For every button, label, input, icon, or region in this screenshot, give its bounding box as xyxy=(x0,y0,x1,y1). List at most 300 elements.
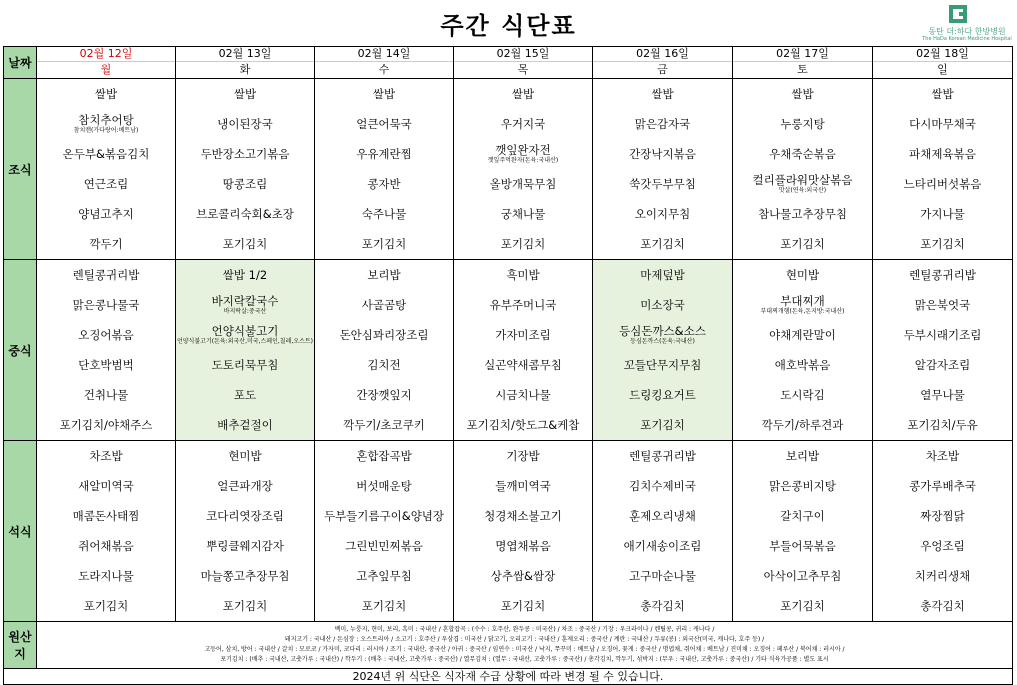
menu-item xyxy=(733,350,872,380)
menu-item-name: 양념고추지 xyxy=(78,206,134,221)
menu-item-name: 포도 xyxy=(233,387,257,402)
menu-item-note: 부대찌개햄(돈육,돈지방:국내산) xyxy=(760,308,845,315)
menu-item xyxy=(454,260,592,290)
menu-item-name: 명엽채볶음 xyxy=(495,538,551,553)
menu-item xyxy=(176,501,314,531)
menu-item xyxy=(176,229,314,259)
menu-item-name: 두부들기름구이&양념장 xyxy=(323,508,445,523)
menu-item-name: 야채계란말이 xyxy=(769,327,836,342)
menu-item xyxy=(315,561,453,591)
menu-item xyxy=(593,139,732,169)
menu-item xyxy=(176,591,314,621)
menu-item xyxy=(593,441,732,471)
menu-item xyxy=(176,260,314,290)
breakfast-menu-cell xyxy=(733,79,873,260)
menu-item xyxy=(593,501,732,531)
menu-item-name: 콩가루배추국 xyxy=(909,478,976,493)
menu-item-name: 쌀밥 xyxy=(94,86,118,101)
menu-item-note: 등심돈까스(돈육:국내산) xyxy=(630,338,695,345)
day-date: 02월 15일 xyxy=(454,47,592,62)
menu-item xyxy=(37,139,175,169)
menu-item-name: 냉이된장국 xyxy=(217,116,273,131)
menu-item-name: 마제덮밥 xyxy=(640,267,685,282)
menu-item-name: 느타리버섯볶음 xyxy=(903,176,982,191)
menu-item-name: 언양식불고기 xyxy=(211,324,279,338)
menu-item xyxy=(454,410,592,440)
menu-item-name: 우채죽순볶음 xyxy=(769,146,836,161)
menu-item xyxy=(176,290,314,320)
menu-item xyxy=(733,441,872,471)
dinner-menu-cell xyxy=(454,441,593,622)
menu-item-name: 새알미역국 xyxy=(78,478,134,493)
day-weekday: 수 xyxy=(378,63,390,76)
menu-item-name: 치커리생채 xyxy=(914,568,971,583)
menu-item-name: 가지나물 xyxy=(920,206,965,221)
menu-item-note: 참치캔(가다랑어:베트남) xyxy=(73,127,139,134)
menu-item xyxy=(593,531,732,561)
day-header xyxy=(733,47,873,79)
menu-item-name: 보리밥 xyxy=(367,267,401,282)
menu-item xyxy=(37,350,175,380)
menu-item xyxy=(873,169,1012,199)
menu-item xyxy=(873,260,1012,290)
menu-item-name: 돈안심꽈리장조림 xyxy=(339,327,429,342)
day-date: 02월 14일 xyxy=(315,47,453,62)
menu-item-name: 맑은감자국 xyxy=(634,116,691,131)
menu-item xyxy=(315,109,453,139)
breakfast-menu-cell xyxy=(315,79,454,260)
menu-item xyxy=(593,350,732,380)
lunch-menu-cell xyxy=(37,260,176,441)
menu-item xyxy=(873,229,1012,259)
lunch-menu-cell xyxy=(873,260,1013,441)
day-header xyxy=(593,47,733,79)
menu-item xyxy=(593,410,732,440)
menu-item xyxy=(315,501,453,531)
menu-item-name: 쌀밥 xyxy=(511,86,535,101)
lunch-row xyxy=(4,260,1013,441)
menu-item xyxy=(176,380,314,410)
dinner-menu-cell xyxy=(37,441,176,622)
menu-item xyxy=(733,139,872,169)
dinner-menu-cell xyxy=(315,441,454,622)
menu-item xyxy=(37,501,175,531)
menu-item xyxy=(37,79,175,109)
menu-item xyxy=(593,561,732,591)
notice-text: 2024년 위 식단은 식자재 수급 상황에 따라 변경 될 수 있습니다. xyxy=(4,669,1013,685)
menu-item-name: 뿌링클웨지감자 xyxy=(206,538,284,553)
breakfast-menu-cell xyxy=(37,79,176,260)
menu-item xyxy=(176,471,314,501)
day-weekday: 월 xyxy=(100,63,112,76)
header-row xyxy=(4,47,1013,79)
day-header xyxy=(37,47,176,79)
menu-item xyxy=(454,290,592,320)
menu-item-note: 바지락살:중국산 xyxy=(223,308,267,315)
menu-item-name: 우유계란찜 xyxy=(356,146,412,161)
menu-item-name: 깻잎완자전 xyxy=(495,143,551,157)
menu-item-name: 맑은북엇국 xyxy=(914,297,971,312)
menu-item-name: 콩자반 xyxy=(367,176,401,191)
menu-item-name: 올방개묵무침 xyxy=(489,176,557,191)
menu-item-name: 갈치구이 xyxy=(780,508,825,523)
menu-item xyxy=(733,79,872,109)
menu-item-name: 부대찌개 xyxy=(780,294,825,308)
menu-item xyxy=(315,260,453,290)
menu-item xyxy=(873,380,1012,410)
menu-item-name: 포기김치 xyxy=(920,236,965,251)
menu-item-name: 꼬들단무지무침 xyxy=(623,357,702,372)
menu-item xyxy=(454,139,592,169)
menu-item xyxy=(37,199,175,229)
menu-item-name: 쥐어채볶음 xyxy=(78,538,134,553)
menu-item xyxy=(733,260,872,290)
menu-item-name: 렌틸콩귀리밥 xyxy=(629,448,696,463)
menu-item xyxy=(454,501,592,531)
menu-item-name: 연근조림 xyxy=(83,176,129,191)
menu-item xyxy=(454,350,592,380)
menu-item xyxy=(873,501,1012,531)
menu-item-name: 쌀밥 xyxy=(372,86,396,101)
menu-item xyxy=(593,380,732,410)
menu-item xyxy=(315,79,453,109)
menu-item-name: 오이지무침 xyxy=(634,206,691,221)
menu-item-name: 쌀밥 xyxy=(233,86,257,101)
day-date: 02월 16일 xyxy=(593,47,732,62)
menu-item-name: 총각김치 xyxy=(640,598,685,613)
menu-item-name: 열무나물 xyxy=(920,387,965,402)
menu-item xyxy=(37,290,175,320)
menu-item-name: 파채제육볶음 xyxy=(909,146,976,161)
menu-item xyxy=(315,441,453,471)
menu-item-name: 깍두기/초코쿠키 xyxy=(343,417,425,432)
menu-item xyxy=(733,169,872,199)
menu-item-name: 포기김치 xyxy=(222,598,268,613)
menu-item-name: 부들어묵볶음 xyxy=(769,538,836,553)
menu-item-name: 실곤약새콤무침 xyxy=(484,357,562,372)
menu-item xyxy=(733,199,872,229)
menu-item xyxy=(37,410,175,440)
lunch-menu-cell xyxy=(315,260,454,441)
menu-item xyxy=(454,229,592,259)
menu-item xyxy=(37,471,175,501)
hospital-subtitle: The HaDa Korean Medicine Hospital xyxy=(922,36,1012,42)
menu-item-name: 차조밥 xyxy=(925,448,960,463)
menu-item xyxy=(454,79,592,109)
dinner-menu-cell xyxy=(733,441,873,622)
hospital-name: 동탄 더:하다 한방병원 xyxy=(928,27,1006,36)
menu-item xyxy=(176,139,314,169)
menu-item xyxy=(593,109,732,139)
menu-item xyxy=(593,229,732,259)
day-date: 02월 18일 xyxy=(873,47,1012,62)
menu-item xyxy=(873,139,1012,169)
menu-item xyxy=(593,260,732,290)
menu-item xyxy=(315,169,453,199)
menu-item-name: 들깨미역국 xyxy=(495,478,551,493)
breakfast-row xyxy=(4,79,1013,260)
menu-item xyxy=(37,260,175,290)
menu-item xyxy=(315,591,453,621)
menu-item xyxy=(733,501,872,531)
menu-item xyxy=(454,441,592,471)
menu-item xyxy=(315,410,453,440)
menu-item-name: 시금치나물 xyxy=(495,387,551,402)
menu-item-name: 드링킹요거트 xyxy=(629,387,696,402)
origin-line: 포기김치 : (배추 : 국내산, 고춧가루 : 국내산) / 깍두기 : (배추 : 국내산, 고춧가루 : 중국산) / 열무김치 : (열무 : 국내산, 고춧가루 : 중국산) / 총각김치, 깍두기, 섞박지 : (무우 : 국내산, 고춧가루 : 중국산) / 기타 식육가공품 : 별도 표시 xyxy=(220,656,829,663)
menu-item xyxy=(733,410,872,440)
menu-item-name: 쌀밥 1/2 xyxy=(222,267,268,282)
menu-item xyxy=(873,441,1012,471)
menu-item-name: 김치전 xyxy=(367,357,401,372)
menu-item-name: 포기김치/두유 xyxy=(907,417,978,432)
menu-item-note: 언양식불고기(돈육:외국산,미국,스페인,칠레,오스트) xyxy=(176,338,314,345)
menu-item xyxy=(873,79,1012,109)
menu-item xyxy=(454,561,592,591)
menu-item-name: 버섯매운탕 xyxy=(356,478,412,493)
menu-item xyxy=(873,109,1012,139)
menu-item xyxy=(454,199,592,229)
menu-item-note: 맛살(연육:외국산) xyxy=(778,187,827,194)
menu-item-name: 참나물고추장무침 xyxy=(758,206,847,221)
menu-item xyxy=(454,380,592,410)
menu-item xyxy=(176,531,314,561)
menu-item-name: 현미밥 xyxy=(228,448,262,463)
menu-item xyxy=(873,561,1012,591)
notice-row xyxy=(4,669,1013,685)
menu-item-name: 포기김치 xyxy=(780,236,825,251)
day-weekday: 목 xyxy=(517,63,529,76)
origin-row xyxy=(4,622,1013,669)
dinner-label: 석식 xyxy=(4,441,37,622)
menu-item xyxy=(454,109,592,139)
menu-item xyxy=(873,199,1012,229)
origin-line: 백미, 누룽지, 현미, 보리, 흑미 : 국내산 / 혼합잡곡 : (수수 : 호주산, 완두콩 : 미국산) / 차조 : 중국산 / 기장 : 우크라이나 / 렌틸콩, 귀리 : 캐나다 / xyxy=(334,626,715,633)
menu-item-name: 애기새송이조림 xyxy=(623,538,702,553)
menu-item-name: 차조밥 xyxy=(89,448,123,463)
breakfast-label: 조식 xyxy=(4,79,37,260)
menu-item-name: 건취나물 xyxy=(83,387,129,402)
menu-item-name: 쑥갓두부무침 xyxy=(629,176,696,191)
day-header xyxy=(315,47,454,79)
menu-item xyxy=(37,441,175,471)
menu-item-name: 포기김치/핫도그&케찹 xyxy=(466,417,580,432)
menu-item xyxy=(593,79,732,109)
menu-item-name: 도라지나물 xyxy=(78,568,134,583)
menu-item-name: 혼합잡곡밥 xyxy=(356,448,412,463)
menu-item xyxy=(593,199,732,229)
menu-item xyxy=(37,169,175,199)
menu-item-name: 아삭이고추무침 xyxy=(763,568,842,583)
menu-item-name: 코다리엿장조림 xyxy=(206,508,284,523)
menu-item xyxy=(176,109,314,139)
menu-item xyxy=(454,471,592,501)
menu-item xyxy=(733,320,872,350)
menu-item-name: 쌀밥 xyxy=(791,86,814,101)
menu-item-name: 컬리플라워맛살볶음 xyxy=(752,173,853,187)
day-date: 02월 17일 xyxy=(733,47,872,62)
menu-item xyxy=(873,410,1012,440)
menu-item xyxy=(176,199,314,229)
menu-item xyxy=(176,350,314,380)
menu-item xyxy=(37,380,175,410)
day-header xyxy=(873,47,1013,79)
menu-item-name: 짜장찜닭 xyxy=(920,508,965,523)
menu-item-name: 포기김치 xyxy=(780,598,825,613)
menu-item xyxy=(733,290,872,320)
menu-item xyxy=(873,350,1012,380)
menu-item xyxy=(176,561,314,591)
menu-item-name: 그린빈민찌볶음 xyxy=(345,538,423,553)
menu-item-name: 깍두기/하루견과 xyxy=(761,417,844,432)
menu-item-name: 유부주머니국 xyxy=(489,297,557,312)
day-weekday: 화 xyxy=(239,63,251,76)
day-weekday: 토 xyxy=(797,63,808,76)
menu-item-name: 포기김치 xyxy=(500,598,546,613)
menu-item-name: 등심돈까스&소스 xyxy=(619,324,706,338)
menu-item xyxy=(176,79,314,109)
menu-item-name: 우엉조림 xyxy=(920,538,965,553)
menu-item-name: 두반장소고기볶음 xyxy=(200,146,290,161)
day-date: 02월 12일 xyxy=(37,47,175,62)
hospital-logo xyxy=(922,4,1012,44)
menu-item-name: 간장깻잎지 xyxy=(356,387,412,402)
day-weekday: 일 xyxy=(937,63,948,76)
menu-item xyxy=(593,169,732,199)
menu-item-name: 렌틸콩귀리밥 xyxy=(909,267,976,282)
menu-item xyxy=(873,320,1012,350)
lunch-menu-cell xyxy=(593,260,733,441)
day-weekday: 금 xyxy=(657,63,668,76)
menu-item xyxy=(733,471,872,501)
menu-item xyxy=(315,471,453,501)
menu-item-name: 도토리묵무침 xyxy=(211,357,279,372)
weekly-menu-table xyxy=(3,46,1013,685)
dinner-menu-cell xyxy=(873,441,1013,622)
menu-item-name: 쌀밥 xyxy=(651,86,674,101)
menu-item-name: 기장밥 xyxy=(506,448,540,463)
menu-item-name: 포기김치 xyxy=(640,236,685,251)
day-date: 02월 13일 xyxy=(176,47,314,62)
menu-item xyxy=(176,320,314,350)
menu-item xyxy=(315,229,453,259)
menu-item-name: 포기김치 xyxy=(83,598,129,613)
menu-item xyxy=(454,591,592,621)
menu-item-name: 현미밥 xyxy=(785,267,820,282)
lunch-menu-cell xyxy=(733,260,873,441)
menu-item xyxy=(315,199,453,229)
menu-item-name: 김치수제비국 xyxy=(629,478,696,493)
origin-info xyxy=(37,622,1013,669)
menu-item-name: 청경채소불고기 xyxy=(484,508,562,523)
dinner-row xyxy=(4,441,1013,622)
menu-item-name: 맑은콩비지탕 xyxy=(769,478,836,493)
menu-item xyxy=(873,591,1012,621)
menu-item-name: 쌀밥 xyxy=(931,86,954,101)
menu-item xyxy=(454,531,592,561)
menu-item xyxy=(733,561,872,591)
lunch-menu-cell xyxy=(176,260,315,441)
menu-item-name: 미소장국 xyxy=(640,297,685,312)
menu-item xyxy=(593,471,732,501)
menu-item-name: 마늘쫑고추장무침 xyxy=(200,568,290,583)
menu-item-name: 고구마순나물 xyxy=(629,568,696,583)
menu-item-name: 누룽지탕 xyxy=(780,116,825,131)
menu-item xyxy=(37,591,175,621)
menu-item xyxy=(37,109,175,139)
menu-item xyxy=(593,290,732,320)
menu-item xyxy=(733,380,872,410)
menu-item-name: 사골곰탕 xyxy=(361,297,407,312)
menu-item-name: 다시마무채국 xyxy=(909,116,976,131)
menu-item xyxy=(733,591,872,621)
menu-item-name: 가자미조림 xyxy=(495,327,551,342)
menu-item xyxy=(315,139,453,169)
day-header xyxy=(454,47,593,79)
menu-item-name: 포기김치 xyxy=(640,417,685,432)
menu-item-name: 보리밥 xyxy=(785,448,820,463)
menu-item-name: 땅콩조림 xyxy=(222,176,268,191)
breakfast-menu-cell xyxy=(593,79,733,260)
menu-item xyxy=(593,591,732,621)
menu-item-name: 포기김치 xyxy=(361,236,407,251)
menu-item-name: 얼큰어묵국 xyxy=(356,116,412,131)
breakfast-menu-cell xyxy=(873,79,1013,260)
menu-item-name: 우거지국 xyxy=(500,116,546,131)
menu-item xyxy=(315,380,453,410)
origin-line: 고등어, 삼치, 방어 : 국내산 / 갈치 : 모로코 / 가자미, 코다리 : 러시아 / 조기 : 국내산, 중국산 / 아귀 : 중국산 / 임연수 : 미국산 / 낙지, 쭈꾸미 : 베트남 / 오징어, 꽃게 : 중국산 / 명엽채, 쥐어채 : 베트남 / 진미채 : 오징어 : 페루산 / 북어채 : 러시아 / xyxy=(204,646,845,653)
menu-item xyxy=(37,561,175,591)
menu-item xyxy=(873,290,1012,320)
menu-item xyxy=(873,471,1012,501)
menu-item-name: 포기김치/야채주스 xyxy=(59,417,153,432)
menu-item xyxy=(454,169,592,199)
lunch-menu-cell xyxy=(454,260,593,441)
menu-item xyxy=(315,531,453,561)
menu-item xyxy=(176,441,314,471)
menu-item-name: 바지락칼국수 xyxy=(211,294,279,308)
origin-line: 돼지고기 : 국내산 / 돈심장 : 오스트리아 / 소고기 : 호주산 / 우삼겹 : 미국산 / 닭고기, 오리고기 : 국내산 / 훈제오리 : 중국산 / 계란 : 국내산 / 두류(콩) : 외국산(미국, 캐나다, 호주 등) / xyxy=(284,636,765,643)
menu-item xyxy=(37,531,175,561)
date-label: 날짜 xyxy=(4,47,37,79)
menu-item-name: 참치추어탕 xyxy=(78,113,134,127)
dinner-menu-cell xyxy=(176,441,315,622)
dinner-menu-cell xyxy=(593,441,733,622)
menu-item xyxy=(873,531,1012,561)
day-header xyxy=(176,47,315,79)
lunch-label: 중식 xyxy=(4,260,37,441)
menu-item-name: 고추잎무침 xyxy=(356,568,412,583)
menu-item xyxy=(454,320,592,350)
menu-item-name: 포기김치 xyxy=(222,236,268,251)
menu-item-name: 단호박범벅 xyxy=(78,357,134,372)
menu-item-name: 렌틸콩귀리밥 xyxy=(72,267,140,282)
menu-item xyxy=(733,531,872,561)
menu-item-name: 온두부&볶음김치 xyxy=(62,146,150,161)
menu-item-name: 얼큰파개장 xyxy=(217,478,273,493)
hospital-logo-icon xyxy=(948,4,968,24)
breakfast-menu-cell xyxy=(176,79,315,260)
menu-item-name: 훈제오리냉채 xyxy=(629,508,696,523)
page-title: 주간 식단표 xyxy=(440,12,577,40)
menu-item-name: 브로콜리숙회&초장 xyxy=(196,206,294,221)
menu-item xyxy=(733,229,872,259)
menu-item-name: 포기김치 xyxy=(361,598,407,613)
menu-item-name: 도시락김 xyxy=(780,387,825,402)
menu-item-name: 매콤돈사태찜 xyxy=(72,508,140,523)
menu-item xyxy=(733,109,872,139)
menu-item-name: 총각김치 xyxy=(920,598,965,613)
